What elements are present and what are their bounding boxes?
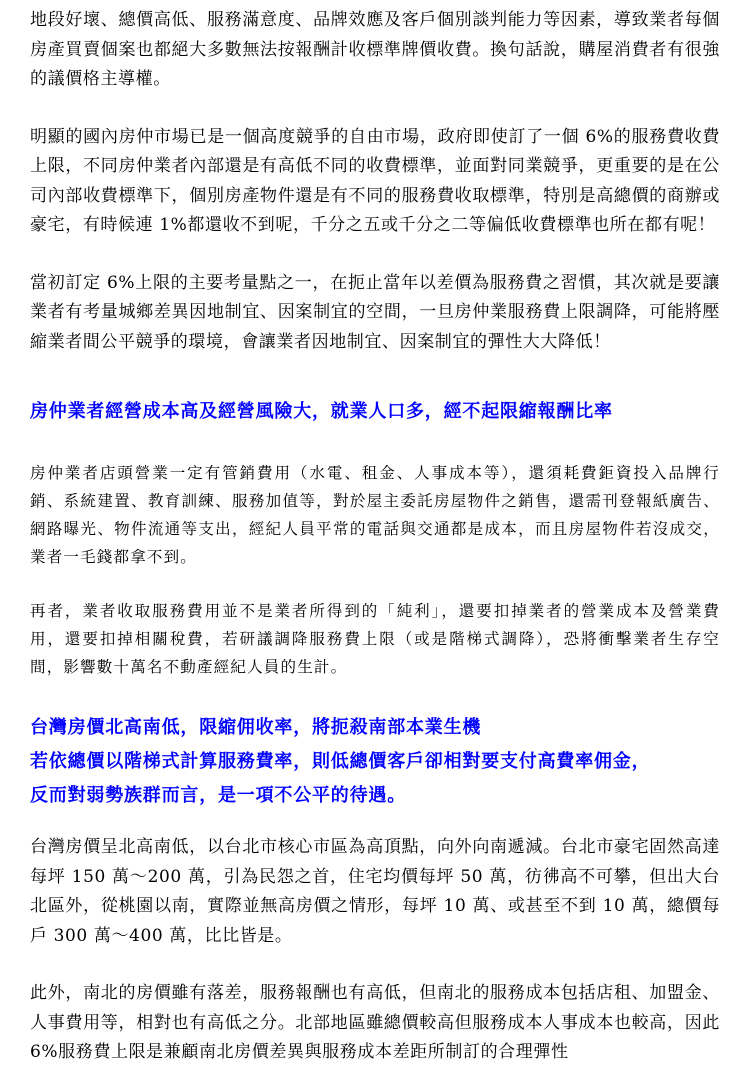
- document-page: [30, 6, 720, 1068]
- section-heading-operating-costs: 房仲業者經營成本高及經營風險大，就業人口多，經不起限縮報酬比率: [30, 401, 613, 422]
- heading-line-3: 反而對弱勢族群而言，是一項不公平的待遇。: [30, 785, 406, 806]
- section-heading-north-south: [30, 711, 720, 813]
- paragraph-service-costs: 此外，南北的房價雖有落差，服務報酬也有高低，但南北的服務成本包括店租、加盟金、人事費用等，相對也有高低之分。北部地區雖總價較高但服務成本人事成本也較高，因此 6%服務費上限是兼顧南北房價差異與服務成本差距所制訂的合理彈性: [30, 983, 720, 1062]
- heading-line-1: 台灣房價北高南低，限縮佣收率，將扼殺南部本業生機: [30, 717, 482, 738]
- paragraph-pricing-factors: 地段好壞、總價高低、服務滿意度、品牌效應及客戶個別談判能力等因素，導致業者每個房產買賣個案也都絕大多數無法按報酬計收標準牌價收費。換句話說，購屋消費者有很強的議價格主導權。: [30, 10, 720, 89]
- paragraph-competitive-market: 明顯的國內房仲市場已是一個高度競爭的自由市場，政府即使訂了一個 6%的服務費收費上限，不同房仲業者內部還是有高低不同的收費標準，並面對同業競爭，更重要的是在公司內部收費標準下，個別房產物件還是有不同的服務費收取標準，特別是高總價的商辦或豪宅，有時候連 1%都還收不到呢，千分之五或千分之二等偏低收費標準也所在都有呢！: [30, 126, 720, 235]
- heading-line-2: 若依總價以階梯式計算服務費率，則低總價客戶卻相對要支付高費率佣金，: [30, 751, 651, 772]
- paragraph-housing-prices: 台灣房價呈北高南低，以台北市核心市區為高頂點，向外向南遞減。台北市豪宅固然高達每坪 150 萬～200 萬，引為民怨之首，住宅均價每坪 50 萬，彷彿高不可攀，但出大台北區外，從桃園以南，實際並無高房價之情形，每坪 10 萬、或甚至不到 10 萬，總價每戶 300 萬～400 萬，比比皆是。: [30, 837, 720, 946]
- paragraph-six-percent-cap: 當初訂定 6%上限的主要考量點之一，在扼止當年以差價為服務費之習慣，其次就是要讓業者有考量城鄉差異因地制宜、因案制宜的空間，一旦房仲業服務費上限調降，可能將壓縮業者間公平競爭的環境，會讓業者因地制宜、因案制宜的彈性大大降低！: [30, 272, 720, 352]
- paragraph-store-expenses: 房仲業者店頭營業一定有管銷費用（水電、租金、人事成本等），還須耗費鉅資投入品牌行銷、系統建置、教育訓練、服務加值等，對於屋主委託房屋物件之銷售，還需刊登報紙廣告、網路曝光、物件流通等支出，經紀人員平常的電話與交通都是成本，而且房屋物件若沒成交，業者一毛錢都拿不到。: [30, 464, 720, 566]
- paragraph-net-profit: 再者，業者收取服務費用並不是業者所得到的「純利」，還要扣掉業者的營業成本及營業費用，還要扣掉相關稅費，若研議調降服務費上限（或是階梯式調降），恐將衝擊業者生存空間，影響數十萬名不動產經紀人員的生計。: [30, 602, 720, 676]
